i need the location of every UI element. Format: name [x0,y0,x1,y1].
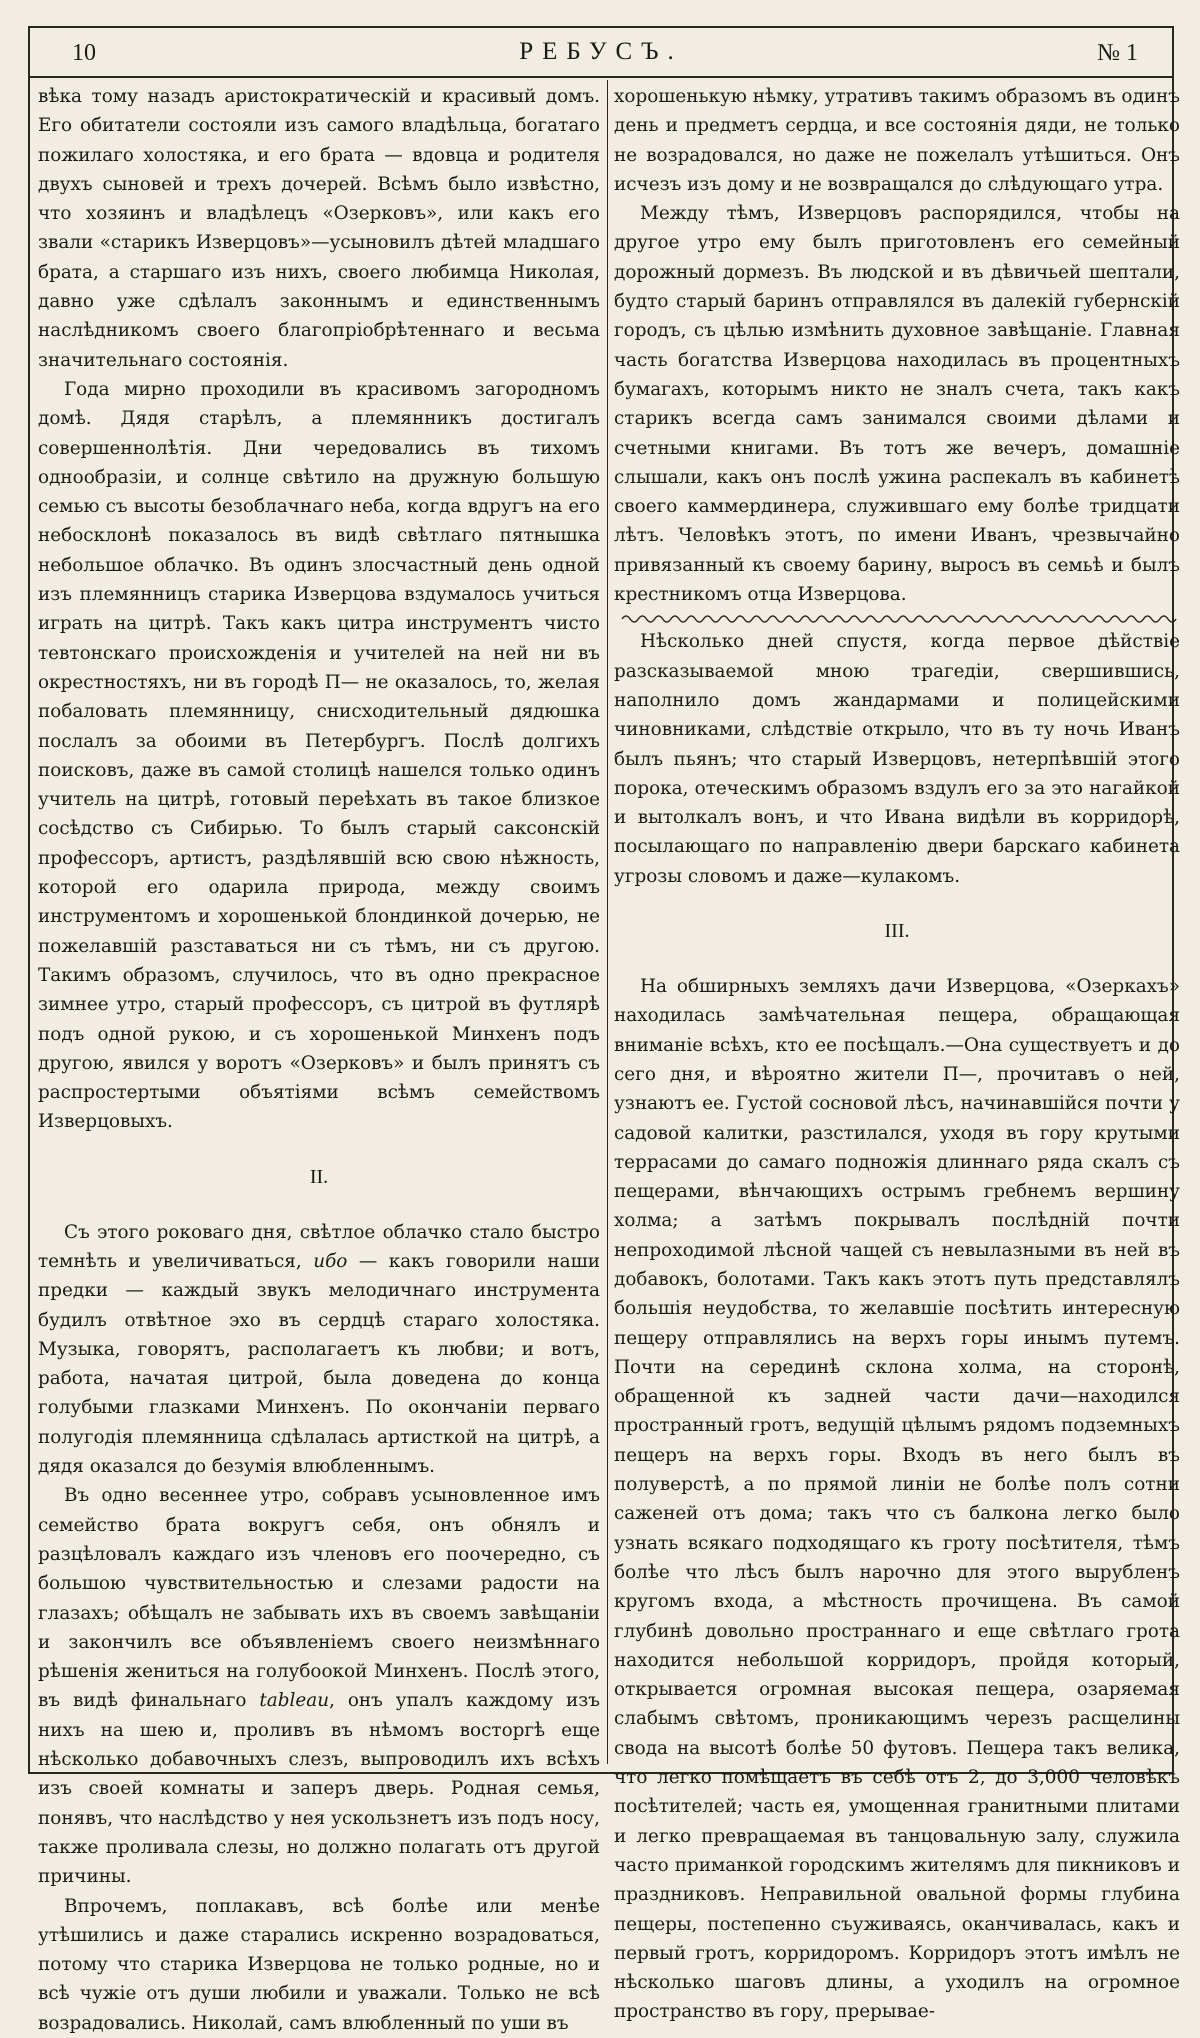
paragraph: Нѣсколько дней спустя, когда первое дѣйствіе разсказываемой мною трагедіи, свершившись, наполнило домъ жандармами и полицейскими чиновниками, слѣдствіе открыло, что въ ту ночь Иванъ былъ пьянъ; что старый Изверцовъ, нетерпѣвшій этого порока, отеческимъ образомъ вздулъ его за это нагайкой и вытолкалъ вонъ, и что Ивана видѣли въ корридорѣ, посылающаго по направленію двери барскаго кабинета угрозы словомъ и даже—кулакомъ. [614,631,1180,887]
italic-word: ибо [313,1250,348,1272]
text-span: Въ одно весеннее утро, собравъ усыновленное имъ семейство брата вокругъ себя, онъ обнялъ и разцѣловалъ каждаго изъ членовъ его поочередно, съ большою чувствительностью и слезами радости на глазахъ; обѣщалъ не забывать ихъ въ своемъ завѣщаніи и закончилъ все объявленіемъ своего неизмѣннаго рѣшенія жениться на голубоокой Минхенъ. Послѣ этого, въ видѣ финальнаго [38,1485,600,1712]
column-divider [607,80,608,1764]
issue-number: № 1 [1097,40,1138,66]
section-heading-ii: II. [309,1165,329,1188]
paragraph [38,1218,600,1482]
page-header [30,30,1172,78]
text-span: — какъ говорили наши предки — каждый звукъ мелодичнаго инструмента будилъ отвѣтное эхо въ сердцѣ стараго холостяка. Музыка, говорятъ, располагаетъ къ любви; и вотъ, работа, начатая цитрой, была доведена до конца голубыми глазками Минхенъ. По окончаніи перваго полугодія племянница сдѣлалась артисткой на цитрѣ, а дядя оказался до безумія влюбленнымъ. [38,1250,600,1478]
text-span: Съ этого роковаго дня, свѣтлое облачко стало быстро темнѣть и увеличиваться, [38,1221,600,1272]
left-column [38,82,600,2034]
paragraph: Впрочемъ, поплакавъ, всѣ болѣе или менѣе утѣшились и даже старались искренно возрадоваться, потому что старика Изверцова не только родные, но и всѣ чужіе отъ души любили и уважали. Только не всѣ возрадовались. Николай, самъ влюбленный по уши въ [38,1895,600,2034]
journal-title: РЕБУСЪ. [519,38,683,65]
paragraph: На обширныхъ земляхъ дачи Изверцова, «Озеркахъ» находилась замѣчательная пещера, обращающая вниманіе всѣхъ, кто ее посѣщалъ.—Она существуетъ и до сего дня, и вѣроятно жители П—, прочитавъ о ней, узнаютъ ее. Густой сосновой лѣсъ, начинавшійся почти у садовой калитки, разстилался, уходя въ гору крутыми террасами до самаго подножія длиннаго ряда скалъ съ пещерами, вѣнчающихъ острымъ гребнемъ вершину холма; а затѣмъ покрывалъ послѣдній почти непроходимой лѣсной чащей съ невылазными въ ней въ добавокъ, болотами. Такъ какъ этотъ путь представлялъ большія неудобства, то желавшіе посѣтить интересную пещеру отправлялись на верхъ горы инымъ путемъ. Почти на серединѣ склона холма, на сторонѣ, обращенной къ задней части дачи—находился пространный гротъ, ведущій цѣлымъ рядомъ подземныхъ пещеръ на верхъ горы. Входъ въ него былъ въ полуверстѣ, а по прямой линіи не болѣе полъ сотни саженей отъ дома; такъ что съ балкона легко было узнать всякаго подходящаго къ гроту посѣтителя, тѣмъ болѣе что лѣсъ былъ нарочно для этого вырубленъ кругомъ входа, а мѣстность прочищена. Въ самой глубинѣ довольно пространнаго и еще свѣтлаго грота находится небольшой корридоръ, пройдя который, открывается огромная высокая пещера, озаряемая слабымъ свѣтомъ, проникающимъ черезъ расщелины свода на высотѣ болѣе 50 футовъ. Пещера такъ велика, что легко помѣщаетъ въ себѣ отъ 2, до 3,000 человѣкъ посѣтителей; часть ея, умощенная гранитными плитами и легко превращаемая въ танцовальную залу, служила часто приманкой городскимъ жителямъ для пикниковъ и праздниковъ. Неправильной овальной формы глубина пещеры, постепенно съуживаясь, оканчивалась, какъ и первый гротъ, корридоромъ. Корридоръ этотъ имѣлъ не нѣсколько шаговъ длины, а уходилъ на огромное пространство въ гору, прерывае- [614,976,1180,2023]
paragraph: хорошенькую нѣмку, утративъ такимъ образомъ въ одинъ день и предметъ сердца, и все состоянія дяди, не только не возрадовался, но даже не пожелалъ утѣшиться. Онъ исчезъ изъ дому и не возвращался до слѣдующаго утра. [614,86,1180,195]
page-number: 10 [72,40,96,66]
right-column [614,82,1180,2023]
paragraph: Года мирно проходили въ красивомъ загородномъ домѣ. Дядя старѣлъ, а племянникъ достигалъ совершеннолѣтія. Дни чередовались въ тихомъ однообразіи, и солнце свѣтило на дружную большую семью съ высоты безоблачнаго неба, когда вдругъ на его небосклонѣ показалось въ видѣ свѣтлаго пятнышка небольшое облачко. Въ одинъ злосчастный день одной изъ племянницъ старика Изверцова вздумалось учиться играть на цитрѣ. Такъ какъ цитра инструментъ чисто тевтонскаго происхожденія и учителей на ней ни въ окрестностяхъ, ни въ городѣ П— не оказалось, то, желая побаловать племянницу, снисходительный дядюшка послалъ за обоими въ Петербургъ. Послѣ долгихъ поисковъ, даже въ самой столицѣ нашелся только одинъ учитель на цитрѣ, готовый переѣхать въ такое близкое сосѣдство съ Сибирью. То былъ старый саксонскій профессоръ, артистъ, раздѣлявшій всю свою нѣжность, которой его одарила природа, между своимъ инструментомъ и хорошенькой блондинкой дочерью, не пожелавшій разставаться ни съ тѣмъ, ни съ другою. Такимъ образомъ, случилось, что въ одно прекрасное зимнее утро, старый профессоръ, съ цитрой въ футлярѣ подъ одной рукою, и съ хорошенькой Минхенъ подъ другою, явился у воротъ «Озерковъ» и былъ принятъ съ распростертыми объятіями всѣмъ семействомъ Изверцовыхъ. [38,378,600,1133]
paragraph: вѣка тому назадъ аристократическій и красивый домъ. Его обитатели состояли изъ самого владѣльца, богатаго пожилаго холостяка, и его брата — вдовца и родителя двухъ сыновей и трехъ дочерей. Всѣмъ было извѣстно, что хозяинъ и владѣлецъ «Озерковъ», или какъ его звали «старикъ Изверцовъ»—усыновилъ дѣтей младшаго брата, а старшаго изъ нихъ, своего любимца Николая, давно уже сдѣлалъ законнымъ и единственнымъ наслѣдникомъ своего благопріобрѣтеннаго и весьма значительнаго состоянія. [38,86,600,371]
italic-word: tableau [259,1690,330,1712]
paragraph [38,1481,600,1891]
paragraph: Между тѣмъ, Изверцовъ распорядился, чтобы на другое утро ему былъ приготовленъ его семейный дорожный дормезъ. Въ людской и въ дѣвичьей шептали, будто старый баринъ отправлялся въ далекій губернскій городъ, съ цѣлью измѣнить духовное завѣщаніе. Главная часть богатства Изверцова находилась въ процентныхъ бумагахъ, которымъ никто не зналъ счета, такъ какъ старикъ всегда самъ занимался своими дѣлами и счетными книгами. Въ тотъ же вечеръ, домашніе слышали, какъ онъ послѣ ужина распекалъ въ кабинетѣ своего каммердинера, служившаго ему болѣе тридцати лѣтъ. Человѣкъ этотъ, по имени Иванъ, чрезвычайно привязанный къ своему барину, выросъ въ семьѣ и былъ крестникомъ отца Изверцова. [614,203,1180,606]
wavy-separator [622,611,1172,627]
section-heading-iii: III. [884,920,910,943]
text-span: , онъ упалъ каждому изъ нихъ на шею и, проливъ въ нѣмомъ восторгѣ еще нѣсколько добавочныхъ слезъ, выпроводилъ ихъ всѣхъ изъ своей комнаты и заперъ дверь. Родная семья, понявъ, что наслѣдство у нея ускользнетъ изъ подъ носу, также проливала слезы, но должно полагать отъ другой причины. [38,1690,600,1888]
